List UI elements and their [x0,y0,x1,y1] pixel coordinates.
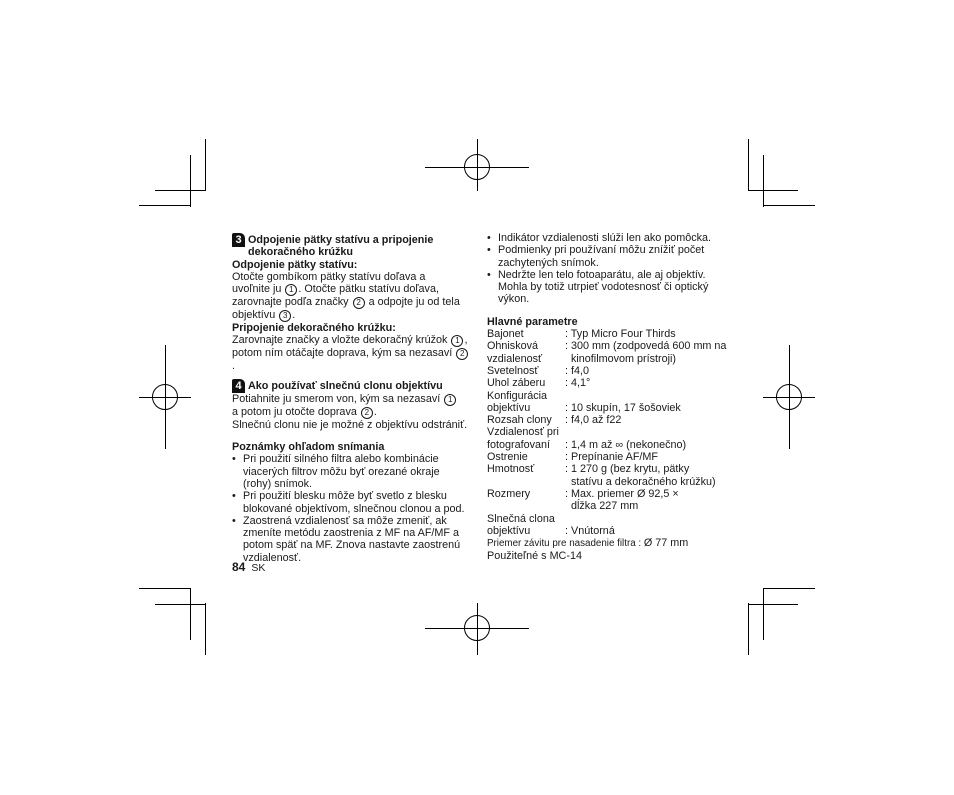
spec-key: Konfigurácia objektívu [487,389,548,414]
circled-2-icon: 2 [456,348,468,360]
circled-1-icon: 1 [285,284,297,296]
spec-value: : f4,0 až f22 [565,414,622,427]
right-column [487,232,732,563]
section-3-heading: 3 Odpojenie pätky statívu a pripojenie dekoračného krúžku [232,234,472,259]
spec-key: Rozmery [487,487,531,500]
circled-2-icon: 2 [361,407,373,419]
crop-mark [748,190,798,191]
spec-key: Hmotnosť [487,463,535,476]
step-4-icon: 4 [232,379,245,393]
spec-value: : 1 270 g (bez krytu, pätky statívu a dekoračného krúžku) [565,463,716,488]
list-item: • Zaostrená vzdialenosť sa môže zmeniť, ak zmeníte metódu zaostrenia z MF na AF/MF a potom späť na MF. Znova nastavte zaostrenú vzdialenosť. [232,514,461,564]
list-item: • Podmienky pri používaní môžu znížiť počet zachytených snímok. [487,244,705,269]
language-code: SK [251,562,266,574]
list-item: • Indikátor vzdialenosti slúži len ako pomôcka. [487,232,712,244]
spec-value: : 4,1° [565,377,591,390]
spec-key: Ostrenie [487,451,528,464]
spec-value: : f4,0 [565,364,590,377]
crop-mark [155,190,205,191]
spec-key: Bajonet [487,328,524,341]
crop-mark [763,588,764,640]
crop-mark [205,139,206,191]
subheading: Pripojenie dekoračného krúžku: [232,322,396,335]
spec-key: Rozsah clony [487,414,552,427]
spec-value: : Typ Micro Four Thirds [565,328,676,341]
left-column: 3 Odpojenie pätky statívu a pripojenie dekoračného krúžku Odpojenie pätky statívu: Otočte gombíkom pätky statívu doľava a uvoľnite ju 1 . Otočte pätku statívu doľava, zarovnajte podľa značky 2 a odpojte ju od tela objektívu 3 . Pripojenie dekoračného krúžku: Zarovnajte značky a vložte dekoračný krúžok 1 , potom ním otáčajte doprava, kým sa nezasaví 2. 4 Ako používať slnečnú clonu objektívu Potiahnite ju smerom von, kým sa nezasaví 1 a potom ju otočte doprava 2 . Slnečnú clonu nie je možné z objektívu odstrániť. Poznámky ohľadom snímania • Pri použití silného filtra alebo kombinácie viacerých filtrov môžu byť orezané okraje (rohy) snímok. • Pri použití blesku môže byť svetlo z blesku blokované objektívom, slnečnou clonou a pod. • Zaostrená vzdialenosť sa môže zmeniť, ak zmeníte metódu zaostrenia z MF na AF/MF a potom späť na MF. Znova nastavte zaostrenú vzdialenosť. [232,234,472,564]
spec-key: Slnečná clona objektívu [487,512,555,537]
step-3-icon: 3 [232,233,245,247]
crop-mark [763,588,815,589]
crop-mark [763,155,764,207]
spec-value: : Max. priemer Ø 92,5 × dĺžka 227 mm [565,487,679,513]
page-footer [232,560,265,574]
circled-2-icon: 2 [353,297,365,309]
circled-1-icon: 1 [451,335,463,347]
circled-3-icon: 3 [279,310,291,322]
crop-mark [748,603,749,655]
circled-1-icon: 1 [444,394,456,406]
crop-mark [139,588,191,589]
registration-circle [464,615,490,641]
list-item: • Pri použití silného filtra alebo kombinácie viacerých filtrov môžu byť orezané okraje (rohy) snímok. [232,453,440,490]
registration-circle [464,154,490,180]
list-item: • Nedržte len telo fotoaparátu, ale aj objektív. Mohla by totiž utrpieť vodotesnosť či optický výkon. [487,268,709,306]
spec-key: Ohnisková vzdialenosť [487,340,543,365]
filter-diameter: Priemer závitu pre nasadenie filtra : Ø 77 mm [487,537,689,550]
spec-key: Svetelnosť [487,364,539,377]
compatibility: Použiteľné s MC-14 [487,550,582,563]
spec-value: : Vnútorná [565,524,615,537]
spec-key: Uhol záberu [487,377,546,390]
crop-mark [748,604,798,605]
specs-heading: Hlavné parametre [487,315,578,328]
list-item: • Pri použití blesku môže byť svetlo z blesku blokované objektívom, slnečnou clonou a pod. [232,490,465,515]
notes-heading: Poznámky ohľadom snímania [232,441,385,454]
spec-value: : 10 skupín, 17 šošoviek [565,401,681,414]
crop-mark [205,603,206,655]
section-4-heading: 4 Ako používať slnečnú clonu objektívu [232,380,472,393]
crop-mark [155,604,205,605]
spec-value: : 300 mm (zodpovedá 600 mm na kinofilmovom prístroji) [565,340,727,365]
spec-value: : 1,4 m až ∞ (nekonečno) [565,438,687,451]
spec-value: : Prepínanie AF/MF [565,451,659,464]
subheading: Odpojenie pätky statívu: [232,258,358,271]
spec-key: Vzdialenosť pri fotografovaní [487,426,559,451]
page-number: 84 [232,560,246,574]
specs-table [487,328,732,537]
crop-mark [139,205,191,206]
registration-circle [152,384,178,410]
crop-mark [748,139,749,191]
crop-mark [190,588,191,640]
crop-mark [763,205,815,206]
crop-mark [190,155,191,207]
registration-circle [776,384,802,410]
